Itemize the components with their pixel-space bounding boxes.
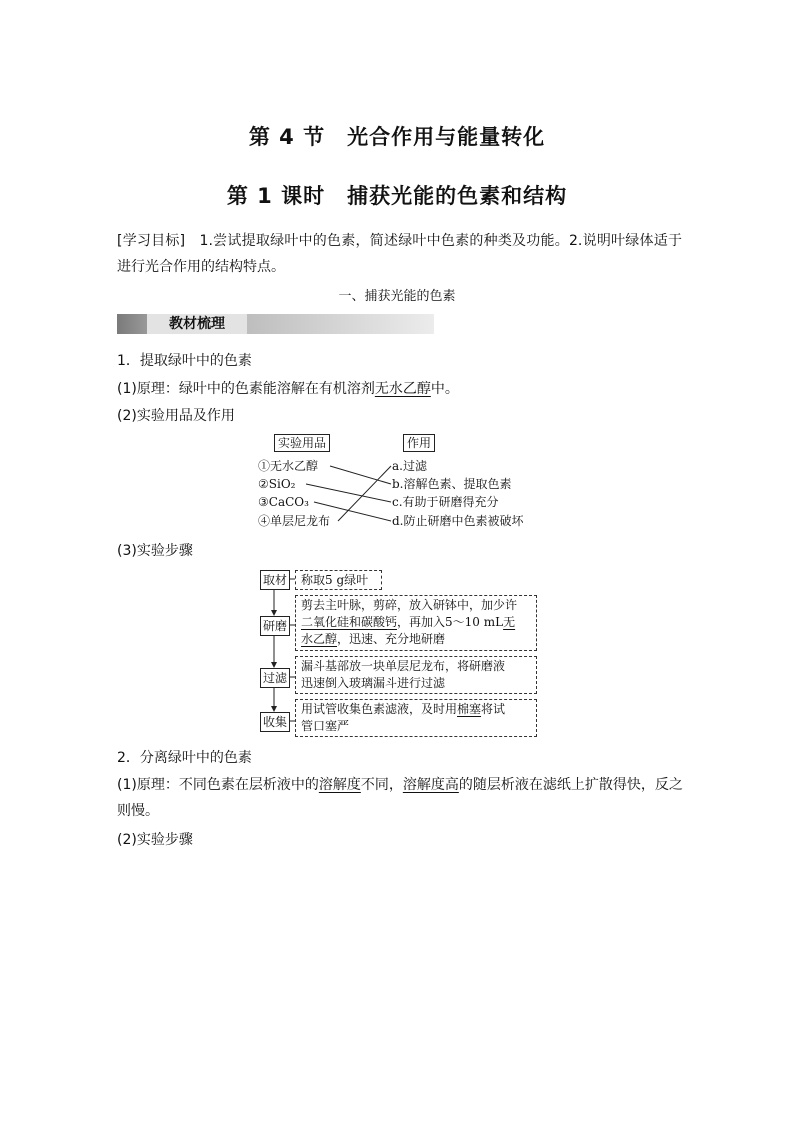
step-text-collect-filtrate	[295, 699, 537, 737]
grind-line-3	[301, 631, 531, 648]
s2-principle-line-1	[117, 775, 683, 795]
grind-line-1: 剪去主叶脉，剪碎，放入研钵中，加少许	[301, 598, 518, 612]
s2-solubility: 溶解度	[318, 777, 361, 793]
use-item: a.过滤	[392, 459, 427, 473]
step-label-filter: 过滤	[260, 668, 290, 688]
collect-text-a: 用试管收集色素滤液，及时用	[301, 702, 458, 716]
collect-cotton: 棉塞	[457, 702, 482, 716]
use-item: b.溶解色素、提取色素	[392, 477, 512, 491]
s2-text-a: (1)原理：不同色素在层析液中的	[117, 777, 319, 793]
s2-high-solubility: 溶解度高	[402, 777, 459, 793]
s2-text-b: 不同，	[360, 777, 403, 793]
s2-text-c: 的随层析液在滤纸上扩散得快，反之	[458, 777, 683, 793]
collect-text-b: 将试	[481, 702, 506, 716]
grind-line-2	[301, 614, 531, 631]
grind-end: ，迅速、充分地研磨	[337, 632, 446, 646]
s2-heading: 2．分离绿叶中的色素	[117, 750, 252, 766]
materials-diagram	[258, 432, 548, 534]
material-item: ④单层尼龙布	[258, 514, 331, 528]
learning-goals	[117, 228, 682, 280]
principle-text: (1)原理：绿叶中的色素能溶解在有机溶剂	[117, 381, 375, 397]
matching-lines	[258, 432, 548, 534]
material-item: ③CaCO₃	[258, 495, 309, 509]
match-line-2c	[306, 484, 391, 502]
materials-heading: (2)实验用品及作用	[117, 408, 235, 424]
use-item: d.防止研磨中色素被破坏	[392, 514, 524, 528]
uses-header: 作用	[403, 434, 435, 452]
principle-end: 中。	[430, 381, 459, 397]
part-heading: 一、捕获光能的色素	[338, 289, 456, 304]
goals-label: [学习目标]	[117, 233, 186, 249]
filter-line-1: 漏斗基部放一块单层尼龙布，将研磨液	[301, 659, 506, 673]
use-item: c.有助于研磨得充分	[392, 495, 499, 509]
grind-reagents: 二氧化硅和碳酸钙	[301, 615, 398, 629]
s2-principle-line-2: 则慢。	[117, 803, 159, 819]
lesson-title: 第 1 课时 捕获光能的色素和结构	[226, 184, 568, 208]
s1-heading: 1．提取绿叶中的色素	[117, 353, 252, 369]
material-item: ②SiO₂	[258, 477, 296, 491]
grind-solvent-a: 无	[503, 615, 516, 629]
filter-line-2: 迅速倒入玻璃漏斗进行过滤	[301, 676, 446, 690]
material-item: ①无水乙醇	[258, 459, 319, 473]
collect-line-1	[301, 701, 531, 718]
section-title: 第 4 节 光合作用与能量转化	[248, 125, 546, 149]
step-label-collect-filtrate: 收集	[260, 712, 290, 732]
grind-solvent-b: 水乙醇	[301, 632, 338, 646]
step-text-collect-material: 称取5 g绿叶	[295, 570, 382, 590]
match-line-4a	[338, 466, 391, 521]
steps-flow	[258, 568, 538, 738]
principle-solvent: 无水乙醇	[374, 381, 431, 397]
collect-line-2: 管口塞严	[301, 719, 350, 733]
step-text-grind	[295, 595, 537, 651]
s2-steps-heading: (2)实验步骤	[117, 832, 193, 848]
step-label-grind: 研磨	[260, 616, 290, 636]
step-label-collect-material: 取材	[260, 570, 290, 590]
step-text-filter	[295, 656, 537, 694]
goals-text: 1.尝试提取绿叶中的色素，简述绿叶中色素的种类及功能。2.说明叶绿体适于进行光合作用的结构特点。	[117, 233, 682, 275]
steps-heading: (3)实验步骤	[117, 543, 193, 559]
grind-amount: ，再加入5～10 mL	[397, 615, 504, 629]
materials-header: 实验用品	[274, 434, 330, 452]
match-line-3d	[314, 502, 391, 521]
s1-principle	[117, 379, 459, 399]
banner-label: 教材梳理	[147, 314, 247, 334]
